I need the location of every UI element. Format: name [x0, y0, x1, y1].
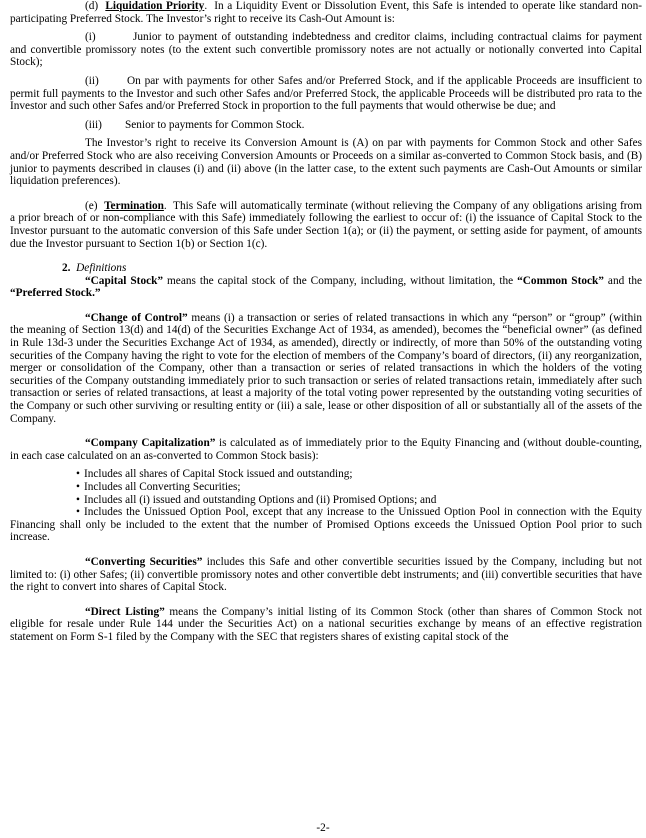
- bullet-icon: •: [76, 481, 80, 493]
- capital-stock-text-b: and the: [603, 274, 643, 287]
- capital-stock-text-a: means the capital stock of the Company, including, without limitation, the: [163, 274, 518, 287]
- term-change-of-control: “Change of Control”: [85, 311, 188, 324]
- clause-ii: [10, 75, 642, 113]
- clause-iii-number: (iii): [85, 118, 102, 131]
- section-e-paragraph: (e) Termination. This Safe will automatically terminate (without relieving the Company of any obligations arising from a prior breach of or non-compliance with this Safe) immediately following the earliest to occur of: (i) the issuance of Capital Stock to the Investor pursuant to the automatic conversion of this Safe under Section 1(a); or (ii) the payment, or setting aside for payment, of amounts due the Investor pursuant to Section 1(b) or Section 1(c).: [10, 199, 642, 250]
- section-e-text: This Safe will automatically terminate (without relieving the Company of any obligations arising from a prior breach of or non-compliance with this Safe) immediately following the earliest to occur of: (i) the issuance of Capital Stock to the Investor pursuant to the automatic conversion of this Safe under Section 1(a); or (ii) the payment, or setting aside for payment, of amounts due the Investor pursuant to Section 1(b) or Section 1(c).: [10, 199, 642, 250]
- section-d-heading: Liquidation Priority: [105, 0, 205, 12]
- term-common-stock: “Common Stock”: [517, 274, 604, 287]
- list-item: [10, 481, 642, 494]
- bullet-icon: •: [76, 506, 80, 519]
- section-2-heading: [10, 262, 642, 275]
- direct-listing-text: means the Company’s initial listing of its Common Stock (other than shares of Common Stock not eligible for resale under Rule 144 under the Securities Act) on a national securities exchange by means of an effective registration statement on Form S-1 filed by the Company with the SEC that registers shares of existing capital stock of the: [10, 605, 643, 643]
- term-capital-stock: “Capital Stock”: [85, 274, 164, 287]
- term-direct-listing: “Direct Listing”: [85, 605, 165, 618]
- clause-i-text: Junior to payment of outstanding indebtedness and creditor claims, including contractual claims for payment and convertible promissory notes (to the extent such convertible promissory notes are not actually or notionally converted into Capital Stock);: [10, 31, 642, 69]
- term-company-capitalization: “Company Capitalization”: [85, 437, 216, 450]
- clause-ii-number: (ii): [85, 74, 99, 87]
- bullet-text: Includes all Converting Securities;: [84, 481, 241, 493]
- clause-ii-text: On par with payments for other Safes and/or Preferred Stock, and if the applicable Proceeds are insufficient to permit full payments to the Investor and such other Safes and/or Preferred Stock, the applicable Proceeds will be distributed pro rata to the Investor and such other Safes and/or Preferred Stock in proportion to the full payments that would otherwise be due; and: [10, 74, 642, 113]
- bullet-text: Includes all shares of Capital Stock issued and outstanding;: [84, 468, 353, 481]
- section-e-label: (e): [85, 199, 98, 212]
- document-page: [10, 0, 642, 644]
- list-item: [10, 506, 642, 544]
- clause-iii-text: Senior to payments for Common Stock.: [125, 118, 305, 131]
- bullet-icon: •: [76, 493, 80, 506]
- bullet-icon: •: [76, 468, 80, 481]
- section-2-number: 2.: [62, 262, 71, 275]
- clause-iii: [10, 119, 642, 132]
- list-item: [10, 468, 642, 481]
- section-e-heading: Termination: [104, 199, 164, 212]
- list-item: [10, 494, 642, 507]
- term-preferred-stock: “Preferred Stock.”: [10, 287, 101, 300]
- section-d-paragraph: (d) Liquidation Priority. In a Liquidity Event or Dissolution Event, this Safe is intended to operate like standard non-participating Preferred Stock. The Investor’s right to receive its Cash-Out Amount is:: [10, 0, 642, 25]
- section-2-title: Definitions: [76, 262, 127, 275]
- definition-company-capitalization: [10, 437, 642, 462]
- converting-securities-text: includes this Safe and other convertible securities issued by the Company, including but not limited to: (i) other Safes; (ii) convertible promissory notes and other convertible debt instruments; and (iii) convertible securities that have the right to convert into shares of Capital Stock.: [10, 555, 642, 594]
- page-number: -2-: [316, 822, 330, 834]
- bullet-text: Includes all (i) issued and outstanding Options and (ii) Promised Options; and: [84, 493, 437, 506]
- definition-change-of-control: [10, 312, 642, 425]
- definition-direct-listing: [10, 606, 642, 644]
- definition-converting-securities: [10, 556, 642, 594]
- definition-capital-stock: [10, 275, 642, 300]
- section-d-intro: In a Liquidity Event or Dissolution Event, this Safe is intended to operate like standard non-participating Preferred Stock. The Investor’s right to receive its Cash-Out Amount is:: [10, 0, 642, 25]
- bullet-text: Includes the Unissued Option Pool, except that any increase to the Unissued Option Pool in connection with the Equity Financing shall only be included to the extent that the number of Promised Options exceeds the Unissued Option Pool prior to such increase.: [10, 506, 642, 544]
- clause-i: [10, 31, 642, 69]
- capitalization-bullet-list: [10, 468, 642, 544]
- clause-i-number: (i): [85, 31, 96, 44]
- section-d-label: (d): [85, 0, 99, 12]
- conversion-amount-paragraph: The Investor’s right to receive its Conversion Amount is (A) on par with payments for Common Stock and other Safes and/or Preferred Stock who are also receiving Conversion Amounts or Proceeds on a similar as-converted to Common Stock basis, and (B) junior to payments described in clauses (i) and (ii) above (in the latter case, to the extent such payments are Cash-Out Amounts or similar liquidation preferences).: [10, 137, 642, 188]
- term-converting-securities: “Converting Securities”: [85, 555, 203, 568]
- change-of-control-text: means (i) a transaction or series of related transactions in which any “person” or “group” (within the meaning of Section 13(d) and 14(d) of the Securities Exchange Act of 1934, as amended), becomes the “beneficial owner” (as defined in Rule 13d-3 under the Securities Exchange Act of 1934, as amended), directly or indirectly, of more than 50% of the outstanding voting securities of the Company having the right to vote for the election of members of the Company’s board of directors, (ii) any reorganization, merger or consolidation of the Company, other than a transaction or series of related transactions in which the holders of the voting securities of the Company outstanding immediately prior to such transaction or series of related transactions retain, immediately after such transaction or series of related transactions, at least a majority of the total voting power represented by the outstanding voting securities of the Company or such other surviving or resulting entity or (iii) a sale, lease or other disposition of all or substantially all of the assets of the Company.: [10, 311, 643, 425]
- company-capitalization-text: is calculated as of immediately prior to the Equity Financing and (without double-counting, in each case calculated on an as-converted to Common Stock basis):: [10, 437, 642, 462]
